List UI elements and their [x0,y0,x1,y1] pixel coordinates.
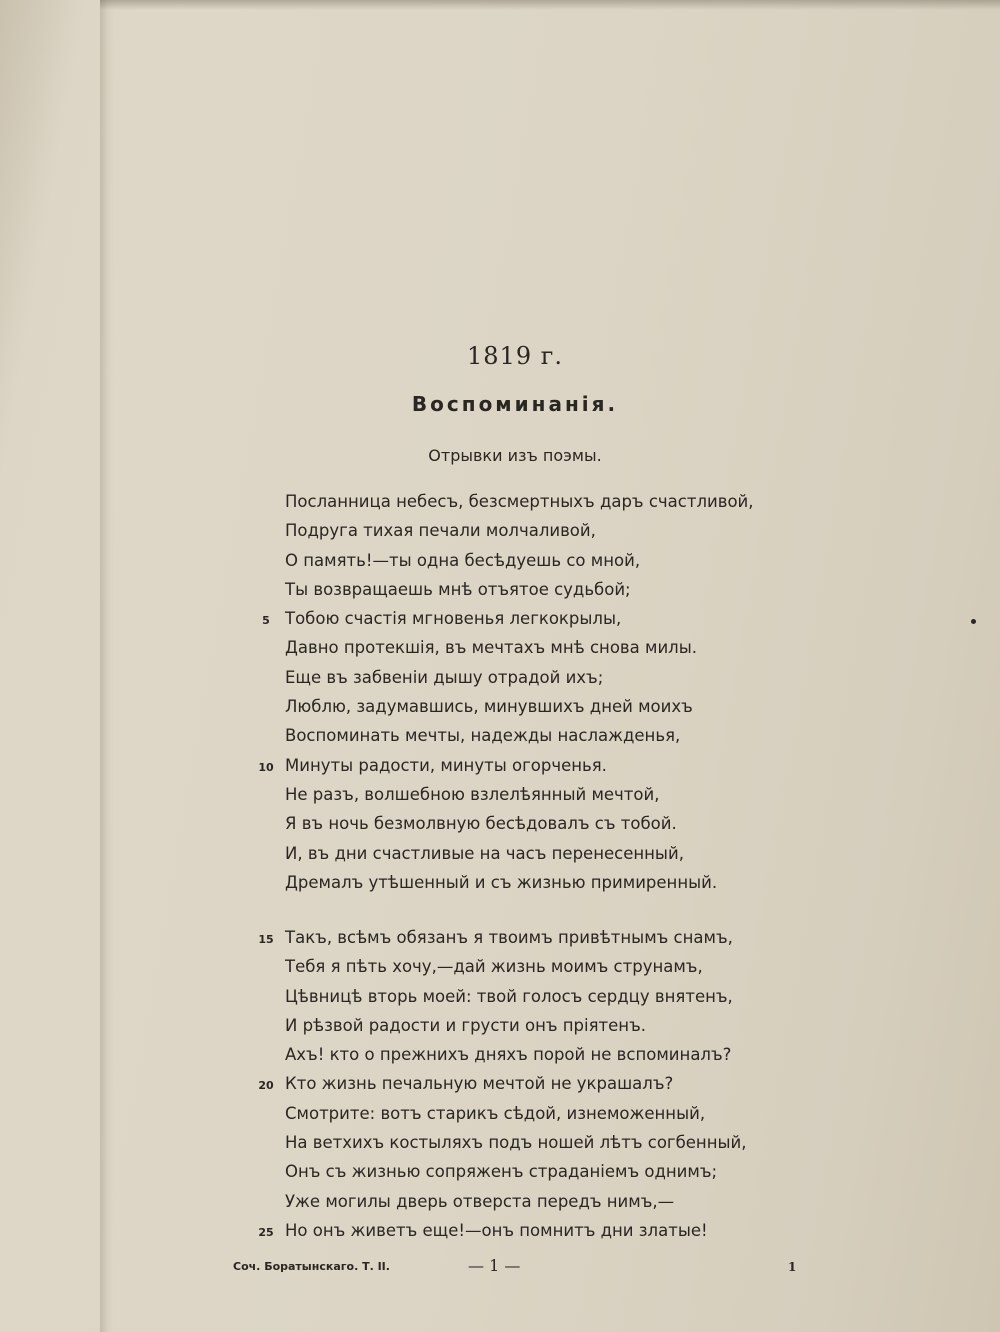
verse-line [285,575,754,604]
line-text: Дремалъ утѣшенный и съ жизнью примиренный. [285,872,718,892]
line-text: И рѣзвой радости и грусти онъ пріятенъ. [285,1015,646,1035]
line-text: Цѣвницѣ вторь моей: твой голосъ сердцу внятенъ, [285,986,733,1006]
line-text: На ветхихъ костыляхъ подъ ношей лѣтъ согбенный, [285,1133,747,1153]
verse-line [285,1157,747,1186]
verse-line [262,604,754,633]
sheet-number: 1 [788,1260,797,1274]
line-number: 10 [258,760,274,774]
year-heading: 1819 г. [467,342,563,370]
page-top-shadow [100,0,1000,10]
verse-line [285,1040,747,1069]
line-text: Не разъ, волшебною взлелѣянный мечтой, [285,784,660,804]
verse-line [285,692,754,721]
line-text: Посланница небесъ, безсмертныхъ даръ счастливой, [285,492,754,511]
line-text: Ты возвращаешь мнѣ отъятое судьбой; [285,579,631,599]
verse-line [285,487,754,516]
page-number: — 1 — [468,1256,521,1275]
verse-line [285,982,747,1011]
line-text: Онъ съ жизнью сопряженъ страданіемъ однимъ; [285,1162,718,1182]
verse-line [285,780,754,809]
verse-line [285,839,754,868]
verse-line [285,663,754,692]
line-text: Такъ, всѣмъ обязанъ я твоимъ привѣтнымъ снамъ, [285,928,733,947]
line-text: Минуты радости, минуты огорченья. [285,755,607,775]
line-text: Воспоминать мечты, надежды наслажденья, [285,726,681,746]
line-text: Но онъ живетъ еще!—онъ помнитъ дни златые! [285,1220,708,1240]
verse-line [258,751,754,780]
line-text: Тобою счастія мгновенья легкокрылы, [285,609,622,629]
line-text: Тебя я пѣть хочу,—дай жизнь моимъ струнамъ, [285,957,703,977]
poem-subtitle: Отрывки изъ поэмы. [428,446,602,465]
poem-title: Воспоминанія. [411,392,619,416]
line-number: 25 [258,1225,274,1239]
verse-line [285,1187,747,1216]
line-text: Ахъ! кто о прежнихъ дняхъ порой не вспоминалъ? [285,1045,732,1065]
ink-speck [971,619,976,624]
page-gutter-shadow [100,0,114,1332]
verse-line [285,868,754,897]
verse-line [285,633,754,662]
line-text: Давно протекшія, въ мечтахъ мнѣ снова милы. [285,638,697,658]
verse-line [258,1069,747,1098]
stanza-2 [258,923,747,1245]
verse-line [285,516,754,545]
stanza-1 [258,487,754,897]
verse-line [285,546,754,575]
verse-line [285,809,754,838]
verse-line [285,721,754,750]
line-text: Кто жизнь печальную мечтой не украшалъ? [285,1074,674,1094]
verse-line [258,1216,747,1245]
line-number: 15 [258,933,274,946]
verse-line [285,1128,747,1157]
footer-signature: Соч. Боратынскаго. Т. II. [233,1260,390,1273]
line-text: Смотрите: вотъ старикъ сѣдой, изнеможенный, [285,1103,706,1123]
verse-line [285,952,747,981]
line-text: Люблю, задумавшись, минувшихъ дней моихъ [285,697,693,717]
line-text: Я въ ночь безмолвную бесѣдовалъ съ тобой. [285,814,677,834]
line-number: 20 [258,1079,274,1093]
line-text: И, въ дни счастливые на часъ перенесенный, [285,843,684,863]
line-text: Подруга тихая печали молчаливой, [285,521,596,541]
line-text: Уже могилы дверь отверста передъ нимъ,— [285,1191,675,1211]
line-text: О память!—ты одна бесѣдуешь со мной, [285,550,641,570]
line-text: Еще въ забвеніи дышу отрадой ихъ; [285,667,604,687]
line-number: 5 [262,614,270,628]
verse-line [285,1099,747,1128]
verse-line [258,923,747,952]
verse-line [285,1011,747,1040]
